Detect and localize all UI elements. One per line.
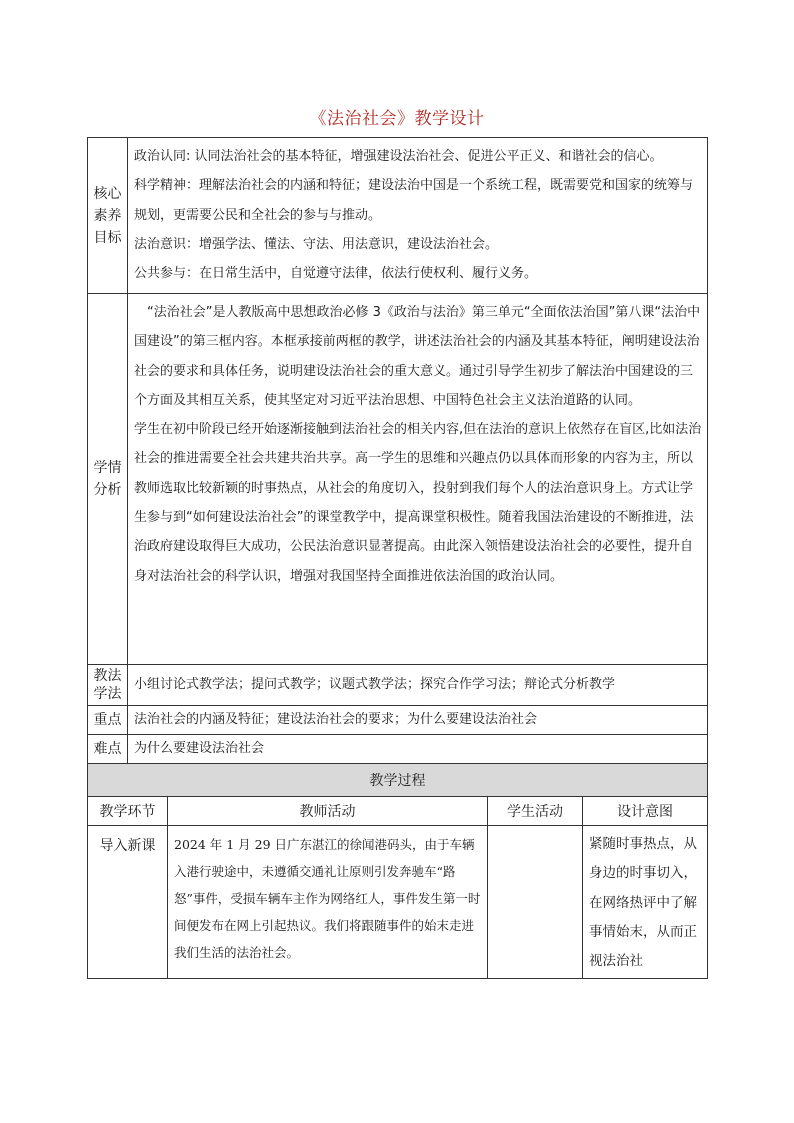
core-literacy-label: 核心 素养 目标	[88, 138, 128, 294]
document-title: 《法治社会》教学设计	[309, 109, 485, 129]
process-heading: 教学过程	[88, 764, 708, 797]
stage-cell: 导入新课	[88, 826, 168, 979]
difficulty-content: 为什么要建设法治社会	[128, 735, 708, 764]
methods-row	[88, 665, 708, 706]
core-literacy-content	[128, 138, 708, 294]
column-header-stage: 教学环节	[88, 797, 168, 826]
core-item: 法治意识：增强学法、懂法、守法、用法意识，建设法治社会。	[134, 236, 499, 252]
core-literacy-row	[88, 138, 708, 294]
teacher-activity-cell	[168, 826, 488, 979]
column-header-teacher: 教师活动	[168, 797, 488, 826]
analysis-paragraph: 学生在初中阶段已经开始逐渐接触到法治社会的相关内容,但在法治的意识上依然存在盲区,比如法治社会的推进需要全社会共建共治共享。高一学生的思维和兴趣点仍以具体而形象的内容为主，所以教师选取比较新颖的时事热点，从社会的角度切入，投射到我们每个人的法治意识身上。方式让学生参与到“如何建设法治社会”的课堂教学中，提高课堂积极性。随着我国法治建设的不断推进，法治政府建设取得巨大成功，公民法治意识显著提高。由此深入领悟建设法治社会的必要性，提升自身对法治社会的科学认识，增强对我国坚持全面推进依法治国的政治认同。	[134, 422, 702, 584]
difficulty-label: 难点	[88, 735, 128, 764]
design-intent-text: 紧随时事热点，从身边的时事切入，在网络热评中了解事情始末，从而正视法治社	[589, 836, 697, 970]
key-point-label: 重点	[88, 706, 128, 735]
methods-content: 小组讨论式教学法；提问式教学；议题式教学法；探究合作学习法；辩论式分析教学	[128, 665, 708, 706]
analysis-row	[88, 294, 708, 665]
core-item: 公共参与：在日常生活中，自觉遵守法律，依法行使权利、履行义务。	[134, 266, 538, 282]
methods-label: 教法 学法	[88, 665, 128, 706]
column-header-intent: 设计意图	[583, 797, 708, 826]
key-point-row	[88, 706, 708, 735]
lesson-plan-table	[87, 137, 708, 979]
analysis-content	[128, 294, 708, 665]
difficulty-row	[88, 735, 708, 764]
core-item: 科学精神：理解法治社会的内涵和特征；建设法治中国是一个系统工程，既需要党和国家的统筹与规划，更需要公民和全社会的参与与推动。	[134, 178, 694, 223]
key-point-content: 法治社会的内涵及特征；建设法治社会的要求；为什么要建设法治社会	[128, 706, 708, 735]
design-intent-cell	[583, 826, 708, 979]
core-item: 政治认同: 认同法治社会的基本特征，增强建设法治社会、促进公平正义、和谐社会的信心。	[134, 149, 663, 164]
column-header-student: 学生活动	[488, 797, 583, 826]
analysis-paragraph: “法治社会”是人教版高中思想政治必修 3《政治与法治》第三单元“全面依法治国”第八课“法治中国建设”的第三框内容。本框承接前两框的教学，讲述法治社会的内涵及其基本特征，阐明建设法治社会的要求和具体任务，说明建设法治社会的重大意义。通过引导学生初步了解法治中国建设的三个方面及其相互关系，使其坚定对习近平法治思想、中国特色社会主义法治道路的认同。	[134, 305, 701, 408]
process-heading-row	[88, 764, 708, 797]
analysis-label: 学情 分析	[88, 294, 128, 665]
teacher-activity-text: 2024 年 1 月 29 日广东湛江的徐闻港码头，由于车辆入港行驶途中，未遵循交通礼让原则引发奔驰车“路怒”事件，受损车辆车主作为网络红人，事件发生第一时间便发布在网上引起热议。我们将跟随事件的始末走进我们生活的法治社会。	[174, 837, 481, 960]
table-row	[88, 826, 708, 979]
process-header-row	[88, 797, 708, 826]
student-activity-cell	[488, 826, 583, 979]
